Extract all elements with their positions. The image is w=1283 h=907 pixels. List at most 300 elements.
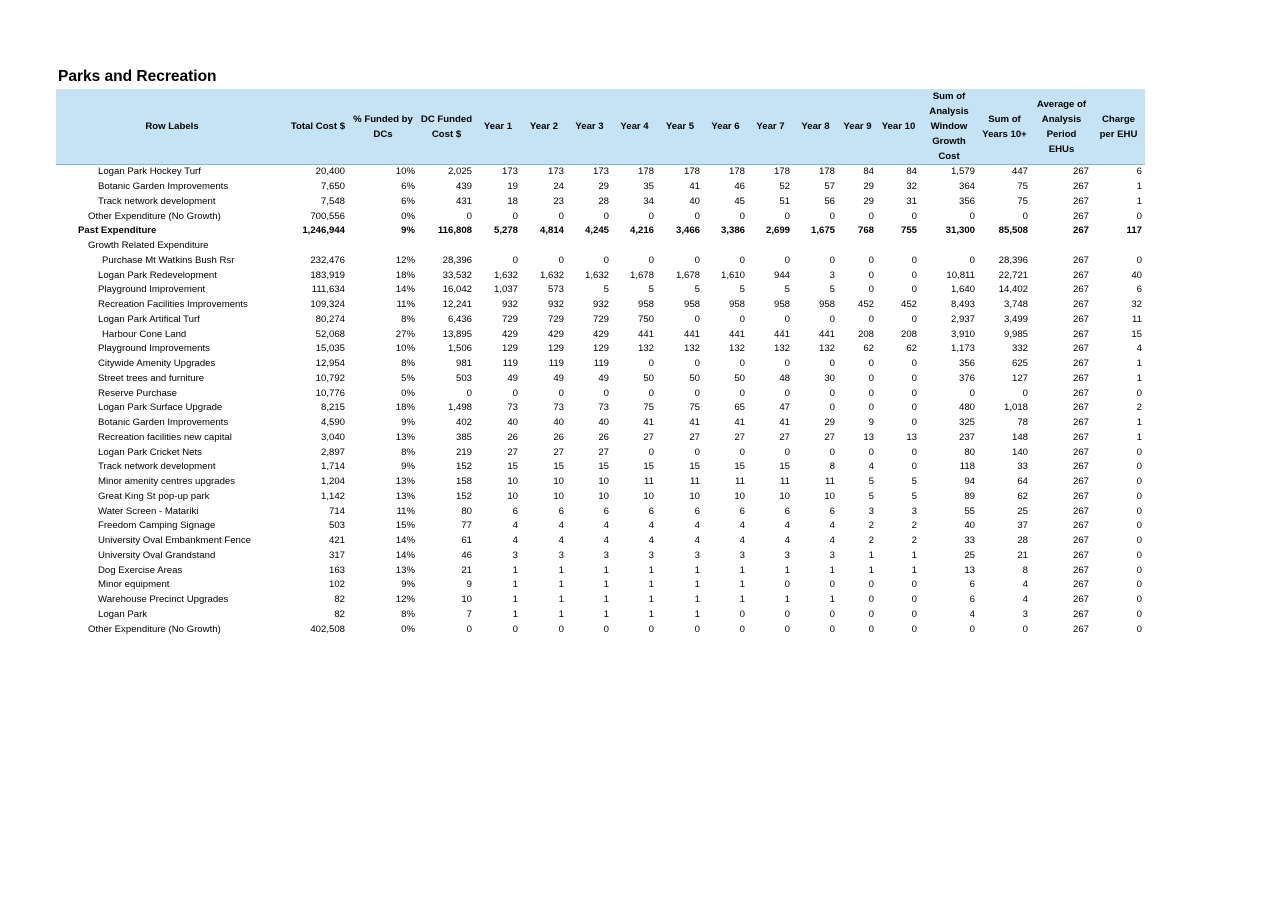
table-cell[interactable]: 2	[868, 535, 874, 547]
table-cell[interactable]: 1,640	[950, 284, 975, 296]
table-cell[interactable]: 4,245	[584, 225, 609, 237]
table-cell[interactable]: 4	[784, 520, 790, 532]
table-cell[interactable]: 18%	[395, 402, 415, 414]
table-cell[interactable]: 0	[829, 446, 835, 458]
table-cell[interactable]: 0	[558, 210, 564, 222]
table-cell[interactable]: 441	[818, 328, 835, 340]
table-cell[interactable]: 6%	[401, 181, 415, 193]
table-cell[interactable]: 0	[1136, 461, 1142, 473]
table-cell[interactable]: 3	[648, 549, 654, 561]
table-cell[interactable]	[793, 239, 838, 254]
table-cell[interactable]: 0	[868, 387, 874, 399]
table-cell[interactable]: 62	[906, 343, 917, 355]
column-header[interactable]: Row Labels	[56, 89, 288, 165]
table-cell[interactable]: 267	[1072, 372, 1089, 384]
table-cell[interactable]: 0	[829, 254, 835, 266]
table-cell[interactable]: 2	[1136, 402, 1142, 414]
table-cell[interactable]: 0	[868, 594, 874, 606]
table-cell[interactable]: 932	[547, 299, 564, 311]
table-cell[interactable]: 0	[829, 313, 835, 325]
table-cell[interactable]: 1,632	[493, 269, 518, 281]
table-cell[interactable]: 64	[1017, 476, 1028, 488]
table-cell[interactable]: 35	[643, 181, 654, 193]
table-cell[interactable]: 10	[507, 476, 518, 488]
table-cell[interactable]: 1	[558, 608, 564, 620]
table-cell[interactable]	[348, 239, 418, 254]
table-cell[interactable]: 0	[784, 358, 790, 370]
table-cell[interactable]: 5	[603, 284, 609, 296]
table-cell[interactable]: 1	[829, 594, 835, 606]
table-cell[interactable]: 10	[643, 490, 654, 502]
table-cell[interactable]: 9%	[401, 461, 415, 473]
table-cell[interactable]: 40	[598, 417, 609, 429]
table-cell[interactable]: 109,324	[310, 299, 345, 311]
table-cell[interactable]: 29	[863, 195, 874, 207]
table-cell[interactable]: 12%	[395, 594, 415, 606]
table-cell[interactable]: 29	[863, 181, 874, 193]
table-cell[interactable]: 6	[558, 505, 564, 517]
table-cell[interactable]: 0	[868, 372, 874, 384]
table-cell[interactable]: 111,634	[311, 284, 345, 296]
table-cell[interactable]: 1	[648, 564, 654, 576]
table-cell[interactable]: 13%	[395, 431, 415, 443]
table-cell[interactable]: 729	[592, 313, 609, 325]
table-cell[interactable]: 75	[1017, 195, 1028, 207]
table-cell[interactable]: 0	[1022, 210, 1028, 222]
table-cell[interactable]: 8%	[401, 313, 415, 325]
row-label[interactable]: Water Screen - Matariki	[98, 505, 199, 517]
table-cell[interactable]: 0	[784, 254, 790, 266]
table-cell[interactable]: 0	[558, 623, 564, 635]
table-cell[interactable]: 958	[637, 299, 654, 311]
table-cell[interactable]: 267	[1072, 328, 1089, 340]
table-cell[interactable]: 178	[683, 166, 700, 178]
table-cell[interactable]: 0	[829, 579, 835, 591]
table-cell[interactable]: 9%	[401, 579, 415, 591]
table-cell[interactable]: 49	[598, 372, 609, 384]
table-cell[interactable]: 3	[1022, 608, 1028, 620]
table-cell[interactable]: 50	[689, 372, 700, 384]
table-cell[interactable]: 28	[1017, 535, 1028, 547]
table-cell[interactable]: 1	[603, 594, 609, 606]
table-cell[interactable]: 267	[1072, 608, 1089, 620]
table-cell[interactable]: 0	[739, 387, 745, 399]
table-cell[interactable]: 1	[558, 594, 564, 606]
table-cell[interactable]: 267	[1072, 446, 1089, 458]
table-cell[interactable]: 0	[868, 446, 874, 458]
row-label[interactable]: Freedom Camping Signage	[98, 520, 216, 532]
table-cell[interactable]: 2	[911, 535, 917, 547]
table-cell[interactable]: 0	[969, 210, 975, 222]
table-cell[interactable]: 356	[958, 358, 975, 370]
table-cell[interactable]: 10	[824, 490, 835, 502]
table-cell[interactable]: 1,610	[720, 269, 745, 281]
table-cell[interactable]: 0	[829, 608, 835, 620]
table-cell[interactable]: 1,204	[320, 476, 345, 488]
table-cell[interactable]: 73	[598, 402, 609, 414]
table-cell[interactable]: 0	[603, 254, 609, 266]
table-cell[interactable]: 49	[553, 372, 564, 384]
table-cell[interactable]: 14%	[395, 549, 415, 561]
row-label[interactable]: Logan Park Hockey Turf	[98, 166, 201, 178]
table-cell[interactable]: 0	[911, 254, 917, 266]
row-label[interactable]: Reserve Purchase	[98, 387, 177, 399]
table-cell[interactable]: 26	[553, 431, 564, 443]
table-cell[interactable]	[748, 239, 793, 254]
table-cell[interactable]: 4	[648, 535, 654, 547]
table-cell[interactable]: 1	[1136, 417, 1142, 429]
table-cell[interactable]: 29	[598, 181, 609, 193]
table-cell[interactable]: 14,402	[998, 284, 1028, 296]
table-cell[interactable]: 441	[683, 328, 700, 340]
table-cell[interactable]: 28	[598, 195, 609, 207]
table-cell[interactable]: 0	[603, 387, 609, 399]
row-label[interactable]: Dog Exercise Areas	[98, 564, 183, 576]
row-label[interactable]: Warehouse Precinct Upgrades	[98, 594, 229, 606]
table-cell[interactable]: 28,396	[998, 254, 1028, 266]
table-cell[interactable]: 4	[829, 535, 835, 547]
table-cell[interactable]: 15	[689, 461, 700, 473]
table-cell[interactable]: 4	[694, 535, 700, 547]
table-cell[interactable]	[418, 239, 475, 254]
table-cell[interactable]: 0%	[401, 210, 415, 222]
table-cell[interactable]	[288, 239, 348, 254]
table-cell[interactable]: 84	[863, 166, 874, 178]
table-cell[interactable]: 4	[739, 520, 745, 532]
table-cell[interactable]: 19	[507, 181, 518, 193]
table-cell[interactable]: 0	[911, 402, 917, 414]
table-cell[interactable]: 0	[1136, 594, 1142, 606]
table-cell[interactable]: 4	[868, 461, 874, 473]
table-cell[interactable]: 15%	[395, 520, 415, 532]
table-cell[interactable]: 267	[1072, 195, 1089, 207]
table-cell[interactable]: 4	[784, 535, 790, 547]
table-cell[interactable]: 1	[648, 594, 654, 606]
table-cell[interactable]: 129	[547, 343, 564, 355]
table-cell[interactable]	[838, 239, 877, 254]
table-cell[interactable]: 11	[735, 476, 745, 488]
table-cell[interactable]: 11	[825, 476, 835, 488]
table-cell[interactable]: 80	[461, 505, 472, 517]
table-cell[interactable]: 0	[1136, 564, 1142, 576]
table-cell[interactable]: 1	[648, 579, 654, 591]
table-cell[interactable]: 0	[969, 387, 975, 399]
table-cell[interactable]: 10	[598, 476, 609, 488]
table-cell[interactable]: 0	[739, 608, 745, 620]
row-label[interactable]: Other Expenditure (No Growth)	[88, 210, 221, 222]
table-cell[interactable]: 4	[739, 535, 745, 547]
table-cell[interactable]	[475, 239, 521, 254]
table-cell[interactable]: 27	[553, 446, 564, 458]
table-cell[interactable]: 118	[959, 461, 975, 473]
table-cell[interactable]: 0	[868, 358, 874, 370]
table-cell[interactable]: 26	[598, 431, 609, 443]
table-cell[interactable]: 34	[643, 195, 654, 207]
table-cell[interactable]: 0	[911, 417, 917, 429]
table-cell[interactable]: 45	[734, 195, 745, 207]
table-cell[interactable]: 376	[958, 372, 975, 384]
table-cell[interactable]: 10,792	[315, 372, 345, 384]
table-cell[interactable]: 11	[1132, 313, 1142, 325]
table-cell[interactable]: 3	[868, 505, 874, 517]
table-cell[interactable]: 163	[328, 564, 345, 576]
table-cell[interactable]: 27	[824, 431, 835, 443]
table-cell[interactable]: 317	[328, 549, 345, 561]
table-cell[interactable]: 140	[1011, 446, 1028, 458]
table-cell[interactable]: 129	[592, 343, 609, 355]
column-header[interactable]: Year 1	[475, 89, 521, 165]
table-cell[interactable]: 0	[784, 579, 790, 591]
table-cell[interactable]: 0	[784, 608, 790, 620]
row-label[interactable]: Great King St pop-up park	[98, 490, 210, 502]
table-cell[interactable]: 10	[779, 490, 790, 502]
table-cell[interactable]: 237	[958, 431, 975, 443]
table-cell[interactable]: 178	[637, 166, 654, 178]
table-cell[interactable]: 0	[784, 387, 790, 399]
table-cell[interactable]: 27	[598, 446, 609, 458]
table-cell[interactable]: 3,499	[1003, 313, 1028, 325]
table-cell[interactable]: 1	[1136, 195, 1142, 207]
table-cell[interactable]: 3	[512, 549, 518, 561]
table-cell[interactable]: 84	[906, 166, 917, 178]
table-cell[interactable]	[657, 239, 703, 254]
table-cell[interactable]: 0	[829, 358, 835, 370]
table-cell[interactable]: 932	[501, 299, 518, 311]
table-cell[interactable]: 267	[1072, 549, 1089, 561]
table-cell[interactable]: 82	[334, 594, 345, 606]
table-cell[interactable]: 50	[643, 372, 654, 384]
row-label[interactable]: Track network development	[98, 195, 216, 207]
table-cell[interactable]: 6%	[401, 195, 415, 207]
table-cell[interactable]: 0	[739, 254, 745, 266]
table-cell[interactable]: 6	[1136, 166, 1142, 178]
table-cell[interactable]: 0	[648, 387, 654, 399]
table-cell[interactable]: 85,508	[998, 225, 1028, 237]
column-header[interactable]: Year 5	[657, 89, 703, 165]
table-cell[interactable]: 4	[694, 520, 700, 532]
table-cell[interactable]: 2	[868, 520, 874, 532]
table-cell[interactable]: 768	[857, 225, 874, 237]
table-cell[interactable]: 0	[694, 254, 700, 266]
table-cell[interactable]: 8	[1022, 564, 1028, 576]
table-cell[interactable]: 10	[734, 490, 745, 502]
table-cell[interactable]: 10%	[395, 166, 415, 178]
table-cell[interactable]: 267	[1072, 343, 1089, 355]
table-cell[interactable]: 12,241	[442, 299, 472, 311]
table-cell[interactable]: 3,748	[1003, 299, 1028, 311]
table-cell[interactable]: 0%	[401, 387, 415, 399]
table-cell[interactable]: 944	[773, 269, 790, 281]
table-cell[interactable]: 429	[547, 328, 564, 340]
table-cell[interactable]	[703, 239, 748, 254]
table-cell[interactable]: 1	[911, 549, 917, 561]
table-cell[interactable]: 0	[911, 313, 917, 325]
table-cell[interactable]: 10	[598, 490, 609, 502]
table-cell[interactable]: 503	[455, 372, 472, 384]
table-cell[interactable]: 1,579	[950, 166, 975, 178]
table-cell[interactable]: 4	[512, 520, 518, 532]
table-cell[interactable]: 21	[461, 564, 472, 576]
row-label[interactable]: University Oval Embankment Fence	[98, 535, 252, 547]
table-cell[interactable]	[521, 239, 567, 254]
table-cell[interactable]: 4	[603, 520, 609, 532]
table-cell[interactable]: 6	[969, 579, 975, 591]
table-cell[interactable]: 15	[1131, 328, 1142, 340]
table-cell[interactable]: 5	[784, 284, 790, 296]
table-cell[interactable]: 267	[1072, 358, 1089, 370]
table-cell[interactable]: 11%	[396, 299, 415, 311]
table-cell[interactable]: 0	[911, 269, 917, 281]
table-cell[interactable]: 1	[512, 579, 518, 591]
row-label[interactable]: Minor amenity centres upgrades	[98, 476, 236, 488]
table-cell[interactable]: 0	[1136, 579, 1142, 591]
table-cell[interactable]: 232,476	[310, 254, 345, 266]
table-cell[interactable]: 6	[694, 505, 700, 517]
table-cell[interactable]: 8%	[401, 608, 415, 620]
column-header[interactable]: Year 4	[612, 89, 657, 165]
table-cell[interactable]: 0	[829, 210, 835, 222]
table-cell[interactable]: 5	[868, 476, 874, 488]
table-cell[interactable]: 6	[739, 505, 745, 517]
table-cell[interactable]: 3	[739, 549, 745, 561]
table-cell[interactable]: 1	[1136, 358, 1142, 370]
table-cell[interactable]: 61	[461, 535, 472, 547]
table-cell[interactable]: 62	[1017, 490, 1028, 502]
table-cell[interactable]: 0	[694, 623, 700, 635]
table-cell[interactable]: 4	[969, 608, 975, 620]
table-cell[interactable]: 12,954	[315, 358, 345, 370]
table-cell[interactable]: 55	[964, 505, 975, 517]
table-cell[interactable]: 8%	[401, 446, 415, 458]
table-cell[interactable]: 10	[553, 476, 564, 488]
table-cell[interactable]: 0	[784, 446, 790, 458]
table-cell[interactable]: 4	[603, 535, 609, 547]
table-cell[interactable]: 10%	[395, 343, 415, 355]
table-cell[interactable]: 15	[734, 461, 745, 473]
table-cell[interactable]: 0	[603, 210, 609, 222]
table-cell[interactable]: 18	[507, 195, 518, 207]
row-label[interactable]: Past Expenditure	[78, 225, 157, 237]
table-cell[interactable]: 729	[547, 313, 564, 325]
table-cell[interactable]: 31	[906, 195, 917, 207]
table-cell[interactable]: 1	[512, 564, 518, 576]
table-cell[interactable]: 3	[911, 505, 917, 517]
table-cell[interactable]: 208	[857, 328, 874, 340]
table-cell[interactable]: 33	[1017, 461, 1028, 473]
table-cell[interactable]: 267	[1072, 313, 1089, 325]
table-cell[interactable]: 7,548	[320, 195, 345, 207]
table-cell[interactable]: 1	[784, 564, 790, 576]
table-cell[interactable]: 24	[553, 181, 564, 193]
table-cell[interactable]: 981	[455, 358, 472, 370]
table-cell[interactable]: 0	[1136, 387, 1142, 399]
table-cell[interactable]: 0	[1136, 623, 1142, 635]
table-cell[interactable]: 129	[501, 343, 518, 355]
table-cell[interactable]: 0	[1136, 490, 1142, 502]
table-cell[interactable]: 3,466	[675, 225, 700, 237]
table-cell[interactable]: 1,498	[447, 402, 472, 414]
column-header[interactable]: Sum of Analysis Window Growth Cost	[920, 89, 978, 165]
table-cell[interactable]: 452	[900, 299, 917, 311]
table-cell[interactable]	[978, 239, 1031, 254]
table-cell[interactable]	[877, 239, 920, 254]
table-cell[interactable]: 31,300	[945, 225, 975, 237]
table-cell[interactable]: 18%	[395, 269, 415, 281]
table-cell[interactable]: 23	[553, 195, 564, 207]
table-cell[interactable]: 1,632	[539, 269, 564, 281]
table-cell[interactable]: 5	[648, 284, 654, 296]
table-cell[interactable]: 503	[328, 520, 345, 532]
table-cell[interactable]: 3,910	[950, 328, 975, 340]
table-cell[interactable]: 5	[829, 284, 835, 296]
table-cell[interactable]: 0	[868, 254, 874, 266]
table-cell[interactable]: 41	[689, 181, 700, 193]
table-cell[interactable]: 0	[1136, 520, 1142, 532]
table-cell[interactable]: 10	[689, 490, 700, 502]
row-label[interactable]: Track network development	[98, 461, 216, 473]
table-cell[interactable]: 152	[455, 461, 472, 473]
table-cell[interactable]: 3	[784, 549, 790, 561]
table-cell[interactable]: 2,897	[320, 446, 345, 458]
table-cell[interactable]: 0	[739, 313, 745, 325]
table-cell[interactable]: 119	[593, 358, 609, 370]
table-cell[interactable]: 75	[689, 402, 700, 414]
table-cell[interactable]: 4	[558, 520, 564, 532]
table-cell[interactable]: 78	[1017, 417, 1028, 429]
table-cell[interactable]: 132	[728, 343, 745, 355]
table-cell[interactable]: 27	[643, 431, 654, 443]
table-cell[interactable]: 267	[1072, 181, 1089, 193]
table-cell[interactable]: 4	[1022, 594, 1028, 606]
table-cell[interactable]: 5,278	[493, 225, 518, 237]
table-cell[interactable]: 0	[969, 623, 975, 635]
table-cell[interactable]: 10	[461, 594, 472, 606]
table-cell[interactable]: 46	[461, 549, 472, 561]
table-cell[interactable]: 49	[507, 372, 518, 384]
table-cell[interactable]: 480	[958, 402, 975, 414]
table-cell[interactable]: 132	[637, 343, 654, 355]
table-cell[interactable]: 127	[1011, 372, 1028, 384]
row-label[interactable]: Recreation Facilities Improvements	[98, 299, 248, 311]
row-label[interactable]: Botanic Garden Improvements	[98, 181, 229, 193]
row-label[interactable]: Logan Park Artifical Turf	[98, 313, 200, 325]
table-cell[interactable]: 117	[1126, 225, 1142, 237]
row-label[interactable]: Logan Park	[98, 608, 148, 620]
table-cell[interactable]: 208	[900, 328, 917, 340]
table-cell[interactable]: 0	[868, 284, 874, 296]
table-cell[interactable]: 1	[739, 594, 745, 606]
table-cell[interactable]: 0	[739, 210, 745, 222]
column-header[interactable]: Year 7	[748, 89, 793, 165]
table-cell[interactable]: 4	[1136, 343, 1142, 355]
table-cell[interactable]: 1	[911, 564, 917, 576]
table-cell[interactable]	[567, 239, 612, 254]
table-cell[interactable]: 0	[829, 387, 835, 399]
table-cell[interactable]: 267	[1072, 402, 1089, 414]
table-cell[interactable]: 13	[863, 431, 874, 443]
table-cell[interactable]: 1	[512, 594, 518, 606]
table-cell[interactable]: 267	[1072, 520, 1089, 532]
table-cell[interactable]: 267	[1072, 269, 1089, 281]
table-cell[interactable]: 27	[689, 431, 700, 443]
table-cell[interactable]	[920, 239, 978, 254]
table-cell[interactable]: 0	[1136, 210, 1142, 222]
table-cell[interactable]: 0	[784, 210, 790, 222]
table-cell[interactable]: 51	[779, 195, 790, 207]
row-label[interactable]: Purchase Mt Watkins Bush Rsr	[102, 254, 235, 266]
table-cell[interactable]: 267	[1072, 490, 1089, 502]
table-cell[interactable]: 0	[739, 358, 745, 370]
